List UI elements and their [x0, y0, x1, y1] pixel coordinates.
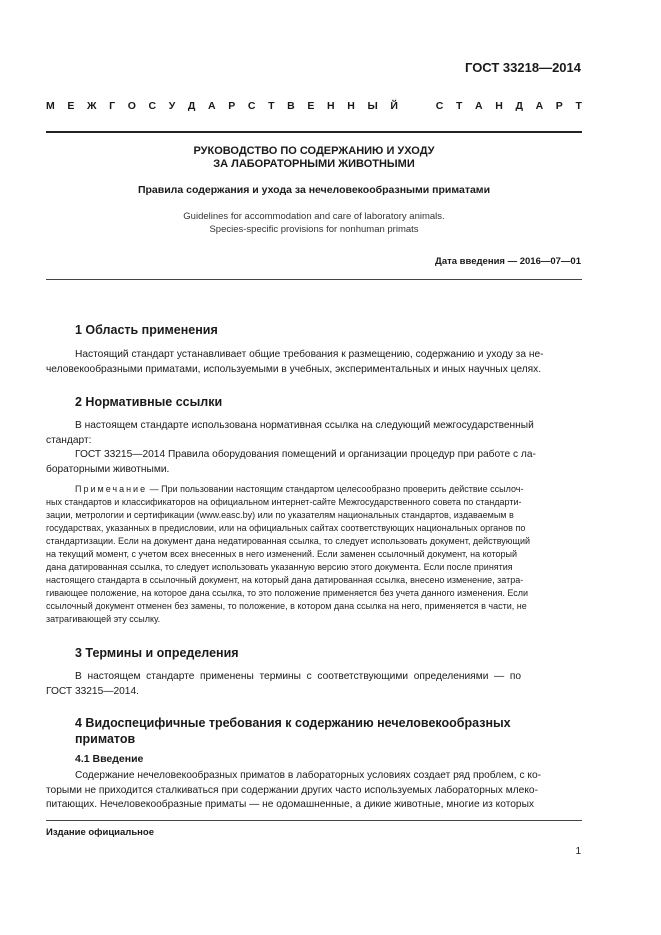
note-line-2: ных стандартов и классификаторов на официальном интернет-сайте Межгосударственного совета по стандарти- — [46, 497, 522, 507]
interstate-letter: Н — [495, 100, 503, 112]
header-rule — [46, 131, 582, 133]
section-4-1-text-line-2: торыми не приходится сталкиваться при содержании других часто используемых лабораторных млеко- — [46, 784, 538, 796]
page-number: 1 — [575, 846, 581, 857]
note-line-7: дана датированная ссылка, то следует использовать указанную версию этого документа. Если после принятия — [46, 562, 513, 572]
note-line-5: стандартизации. Если на документ дана недатированная ссылка, то следует использовать документ, действующий — [46, 536, 531, 546]
interstate-letter: С — [435, 100, 444, 112]
interstate-letter: С — [247, 100, 256, 112]
interstate-letter: Т — [455, 100, 463, 112]
title-rule — [46, 279, 582, 280]
interstate-letter: А — [208, 100, 216, 112]
title-block — [46, 145, 582, 236]
footer-rule — [46, 820, 582, 821]
interstate-letter: Р — [555, 100, 563, 112]
note-line-4: государствах, указанных в предисловии, или на официальных сайтах соответствующих национальных органов по — [46, 523, 526, 533]
section-4-1-text-line-3: питающих. Нечеловекообразные приматы — не одомашненные, а дикие животные, многие из которых — [46, 799, 534, 810]
interstate-letter: А — [475, 100, 483, 112]
interstate-letter: Е — [307, 100, 315, 112]
section-4-heading-line-1: 4 Видоспецифичные требования к содержанию нечеловекообразных — [75, 716, 511, 730]
section-1-text-line-1: Настоящий стандарт устанавливает общие требования к размещению, содержанию и уходу за не- — [75, 349, 544, 360]
title-subtitle: Правила содержания и ухода за нечеловекообразными приматами — [137, 184, 491, 196]
section-3-text-line-1: В настоящем стандарте применены термины с соответствующими определениями — по — [75, 671, 522, 682]
interstate-letter: В — [287, 100, 295, 112]
standard-code: ГОСТ 33218—2014 — [465, 60, 581, 75]
note-label: Примечание — [75, 484, 148, 494]
interstate-letter: Д — [515, 100, 523, 112]
official-edition-label: Издание официальное — [46, 827, 154, 838]
english-title-line-2: Species-specific provisions for nonhuman primats — [209, 224, 419, 235]
interstate-letter: Н — [347, 100, 355, 112]
note-line-6: на текущий момент, с учетом всех внесенных в него изменений. Если заменен ссылочный документ, на который — [46, 549, 518, 559]
section-1-heading: 1 Область применения — [75, 323, 218, 337]
interstate-letter: Т — [575, 100, 582, 112]
section-2-reference-line-1: ГОСТ 33215—2014 Правила оборудования помещений и организации процедур при работе с ла- — [75, 449, 536, 460]
interstate-letter: У — [168, 100, 176, 112]
interstate-letter: Г — [109, 100, 116, 112]
note-line-10: ссылочный документ отменен без замены, то положение, в котором дана ссылка на него, применяется в части, не — [46, 601, 527, 611]
interstate-letter: Ж — [87, 100, 97, 112]
introduction-date: Дата введения — 2016—07—01 — [435, 256, 581, 267]
note-line-1 — [75, 483, 582, 496]
interstate-letter: С — [148, 100, 157, 112]
note-line-9: гивающее положение, на которое дана ссылка, то это положение применяется без учета данного изменения. Если — [46, 588, 529, 598]
interstate-letter: О — [127, 100, 136, 112]
note-line-11: затрагивающей эту ссылку. — [46, 614, 161, 624]
interstate-letter: Ы — [367, 100, 378, 112]
interstate-letter: Д — [187, 100, 196, 112]
interstate-standard-banner — [46, 100, 582, 112]
document-body — [46, 322, 582, 813]
section-2-reference-line-2: бораторными животными. — [46, 463, 170, 475]
title-line-1: РУКОВОДСТВО ПО СОДЕРЖАНИЮ И УХОДУ — [193, 145, 435, 157]
interstate-letter: Н — [327, 100, 335, 112]
title-line-2: ЗА ЛАБОРАТОРНЫМИ ЖИВОТНЫМИ — [213, 158, 415, 170]
interstate-letter: М — [46, 100, 55, 112]
interstate-letter: Т — [268, 100, 275, 112]
interstate-letter: А — [535, 100, 544, 112]
interstate-letter: Е — [67, 100, 75, 112]
section-3-text-line-2: ГОСТ 33215—2014. — [46, 685, 139, 697]
note-text-1: — При пользовании настоящим стандартом целесообразно проверить действие ссылоч- — [147, 484, 524, 494]
note-line-3: зации, метрологии и сертификации (www.easc.by) или по указателям национальных стандартов, издаваемым в — [46, 510, 514, 520]
section-2-note — [46, 483, 582, 626]
section-4-1-heading: 4.1 Введение — [75, 753, 144, 765]
section-3-heading: 3 Термины и определения — [75, 646, 239, 660]
section-2-heading: 2 Нормативные ссылки — [75, 395, 223, 409]
interstate-letter: Р — [228, 100, 236, 112]
section-1-text-line-2: человекообразными приматами, используемыми в учебных, экспериментальных и иных научных целях. — [46, 363, 542, 375]
section-2-text-line-1: В настоящем стандарте использована нормативная ссылка на следующий межгосударственный — [75, 420, 534, 431]
section-4-heading-line-2: приматов — [75, 732, 136, 746]
section-2-text-line-2: стандарт: — [46, 434, 92, 446]
note-line-8: настоящего стандарта в ссылочный документ, на который дана датированная ссылка, внесено изменение, затра- — [46, 575, 524, 585]
interstate-letter: Й — [390, 100, 398, 112]
section-4-1-text-line-1: Содержание нечеловекообразных приматов в лабораторных условиях создает ряд проблем, с ко- — [75, 770, 542, 781]
english-title-line-1: Guidelines for accommodation and care of laboratory animals. — [183, 211, 445, 222]
